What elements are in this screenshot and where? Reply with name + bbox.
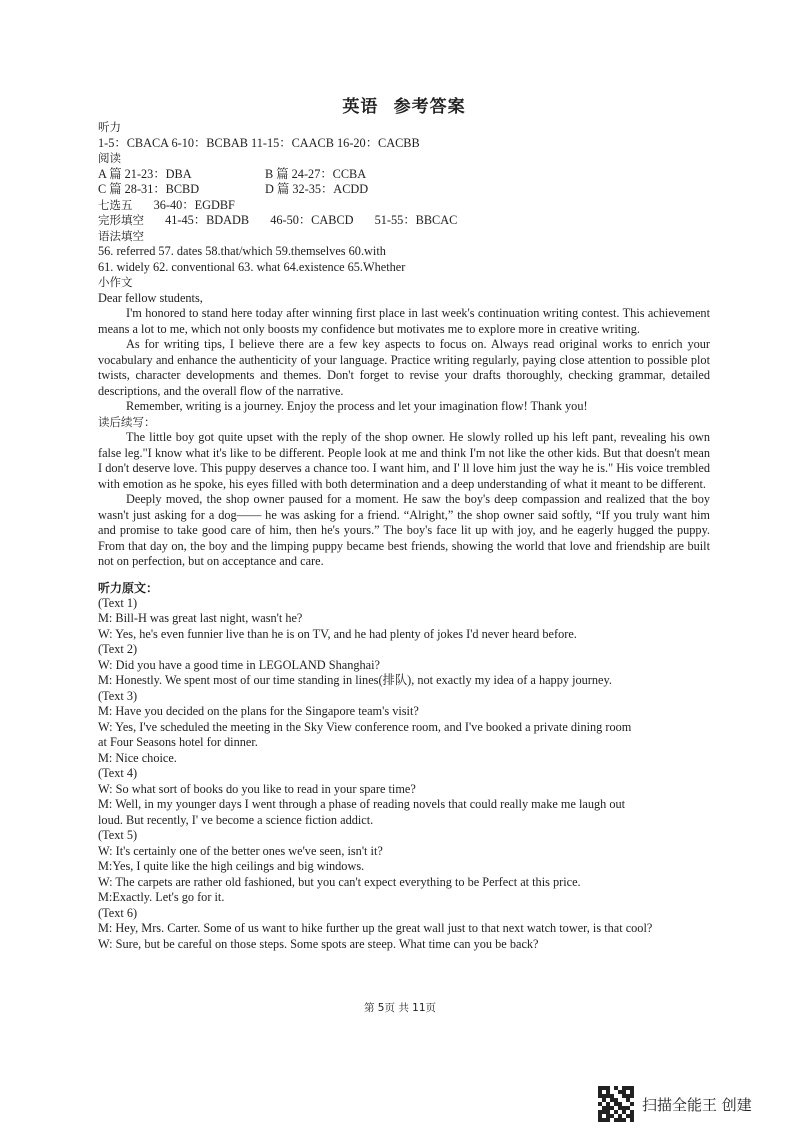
transcript-line: (Text 3) bbox=[98, 688, 138, 703]
continuation-label: 读后续写： bbox=[98, 414, 156, 429]
qr-code-icon bbox=[598, 1086, 634, 1122]
transcript-line: M:Exactly. Let's go for it. bbox=[98, 890, 225, 904]
transcript-body bbox=[98, 596, 710, 953]
cloze-label: 完形填空 bbox=[98, 213, 144, 227]
transcript-line: M: Honestly. We spent most of our time standing in lines(排队), not exactly my idea of a happy journey. bbox=[98, 673, 612, 687]
cloze-group-2: 46-50：CABCD bbox=[270, 213, 354, 227]
cloze-group-3: 51-55：BBCAC bbox=[374, 213, 458, 227]
seven-choice-answers: 36-40：EGDBF bbox=[153, 197, 235, 212]
essay-salutation: Dear fellow students, bbox=[98, 290, 203, 305]
transcript-line: (Text 1) bbox=[98, 595, 138, 610]
transcript-line: M: Hey, Mrs. Carter. Some of us want to hike further up the great wall just to that next watch tower, is that cool? bbox=[98, 921, 653, 935]
transcript-line: (Text 5) bbox=[98, 828, 138, 842]
reading-a: A 篇 21-23：DBA bbox=[98, 166, 192, 181]
transcript-line: (Text 2) bbox=[98, 642, 138, 656]
transcript-line: W: Yes, he's even funnier live than he is on TV, and he had plenty of jokes I'd never heard before. bbox=[98, 626, 577, 641]
seven-choice-row bbox=[98, 198, 710, 214]
page-title: 英语 参考答案 bbox=[342, 97, 466, 116]
scanner-watermark bbox=[598, 1086, 752, 1122]
transcript-line: W: Sure, but be careful on those steps. Some spots are steep. What time can you be back? bbox=[98, 936, 539, 951]
continuation-paragraph-2: Deeply moved, the shop owner paused for a moment. He saw the boy's deep compassion and realized that the boy wasn't just asking for a dog—— he was asking for a friend. “Alright,” the shop owner said softly, “If you truly want him and promise to take good care of him, then he's yours.” The boy's face lit up with joy, and he eagerly hugged the puppy. From that day on, the boy and the limping puppy became best friends, showing the world that love and friendship are built not on perfection, but on acceptance and care. bbox=[98, 492, 710, 568]
cloze-group-1: 41-45：BDADB bbox=[165, 213, 250, 227]
transcript-label: 听力原文： bbox=[98, 580, 159, 595]
transcript-line: W: The carpets are rather old fashioned, but you can't expect everything to be Perfect at this price. bbox=[98, 874, 581, 889]
transcript-line: W: Yes, I've scheduled the meeting in the Sky View conference room, and I've booked a private dining room bbox=[98, 719, 632, 734]
reading-label: 阅读 bbox=[98, 151, 121, 165]
grammar-label: 语法填空 bbox=[98, 228, 144, 243]
answer-sheet bbox=[98, 92, 710, 952]
continuation-paragraph-1: The little boy got quite upset with the reply of the shop owner. He slowly rolled up his left pant, revealing his own false leg."I know what it's like to be different. People look at me and think I'm not like the other kids. But that doesn't mean I don't deserve love. This puppy deserves a chance too. I want him, and I' ll love him just the way he is." His voice trembled with emotion as he spoke, his eyes filled with both determination and a deep understanding of what it meant to be different. bbox=[98, 430, 710, 491]
transcript-line: W: It's certainly one of the better ones we've seen, isn't it? bbox=[98, 843, 383, 858]
transcript-line: loud. But recently, I' ve become a science fiction addict. bbox=[98, 812, 374, 827]
transcript-line: at Four Seasons hotel for dinner. bbox=[98, 735, 258, 749]
reading-d: D 篇 32-35：ACDD bbox=[265, 182, 369, 196]
watermark-text: 扫描全能王 创建 bbox=[642, 1095, 752, 1114]
reading-b: B 篇 24-27：CCBA bbox=[265, 166, 367, 181]
essay-label: 小作文 bbox=[98, 275, 133, 289]
listening-label: 听力 bbox=[98, 120, 121, 134]
grammar-line-1: 56. referred 57. dates 58.that/which 59.themselves 60.with bbox=[98, 244, 386, 258]
transcript-line: M: Well, in my younger days I went through a phase of reading novels that could really make me laugh out bbox=[98, 797, 626, 811]
transcript-line: W: So what sort of books do you like to read in your spare time? bbox=[98, 781, 416, 796]
essay-paragraph-3: Remember, writing is a journey. Enjoy the process and let your imagination flow! Thank you! bbox=[126, 399, 588, 413]
transcript-line: M: Bill-H was great last night, wasn't he? bbox=[98, 611, 303, 625]
listening-answers: 1-5：CBACA 6-10：BCBAB 11-15：CAACB 16-20：CACBB bbox=[98, 135, 420, 150]
cloze-row bbox=[98, 213, 710, 229]
page-number: 第 5页 共 11页 bbox=[363, 1002, 437, 1014]
grammar-line-2: 61. widely 62. conventional 63. what 64.existence 65.Whether bbox=[98, 259, 406, 274]
transcript-line: (Text 4) bbox=[98, 766, 138, 780]
essay-paragraph-1: I'm honored to stand here today after winning first place in last week's continuation writing contest. This achievement means a lot to me, which not only boosts my confidence but motivates me to explore more in creative writing. bbox=[98, 306, 710, 336]
reading-c: C 篇 28-31：BCBD bbox=[98, 182, 200, 196]
transcript-line: M:Yes, I quite like the high ceilings and big windows. bbox=[98, 859, 365, 873]
essay-paragraph-2: As for writing tips, I believe there are a few key aspects to focus on. Always read original works to enrich your vocabulary and enhance the authenticity of your language. Practice writing regularly, paying close attention to possible plot twists, character developments and themes. Don't forget to revise your drafts thoroughly, checking grammar, detailed descriptions, and the overall flow of the narrative. bbox=[98, 337, 710, 398]
reading-row-1 bbox=[98, 167, 710, 183]
transcript-line: W: Did you have a good time in LEGOLAND Shanghai? bbox=[98, 657, 380, 672]
transcript-line: M: Have you decided on the plans for the Singapore team's visit? bbox=[98, 704, 419, 718]
transcript-line: M: Nice choice. bbox=[98, 750, 177, 765]
seven-choice-label: 七选五 bbox=[98, 197, 133, 212]
reading-row-2 bbox=[98, 182, 710, 198]
transcript-line: (Text 6) bbox=[98, 905, 138, 920]
